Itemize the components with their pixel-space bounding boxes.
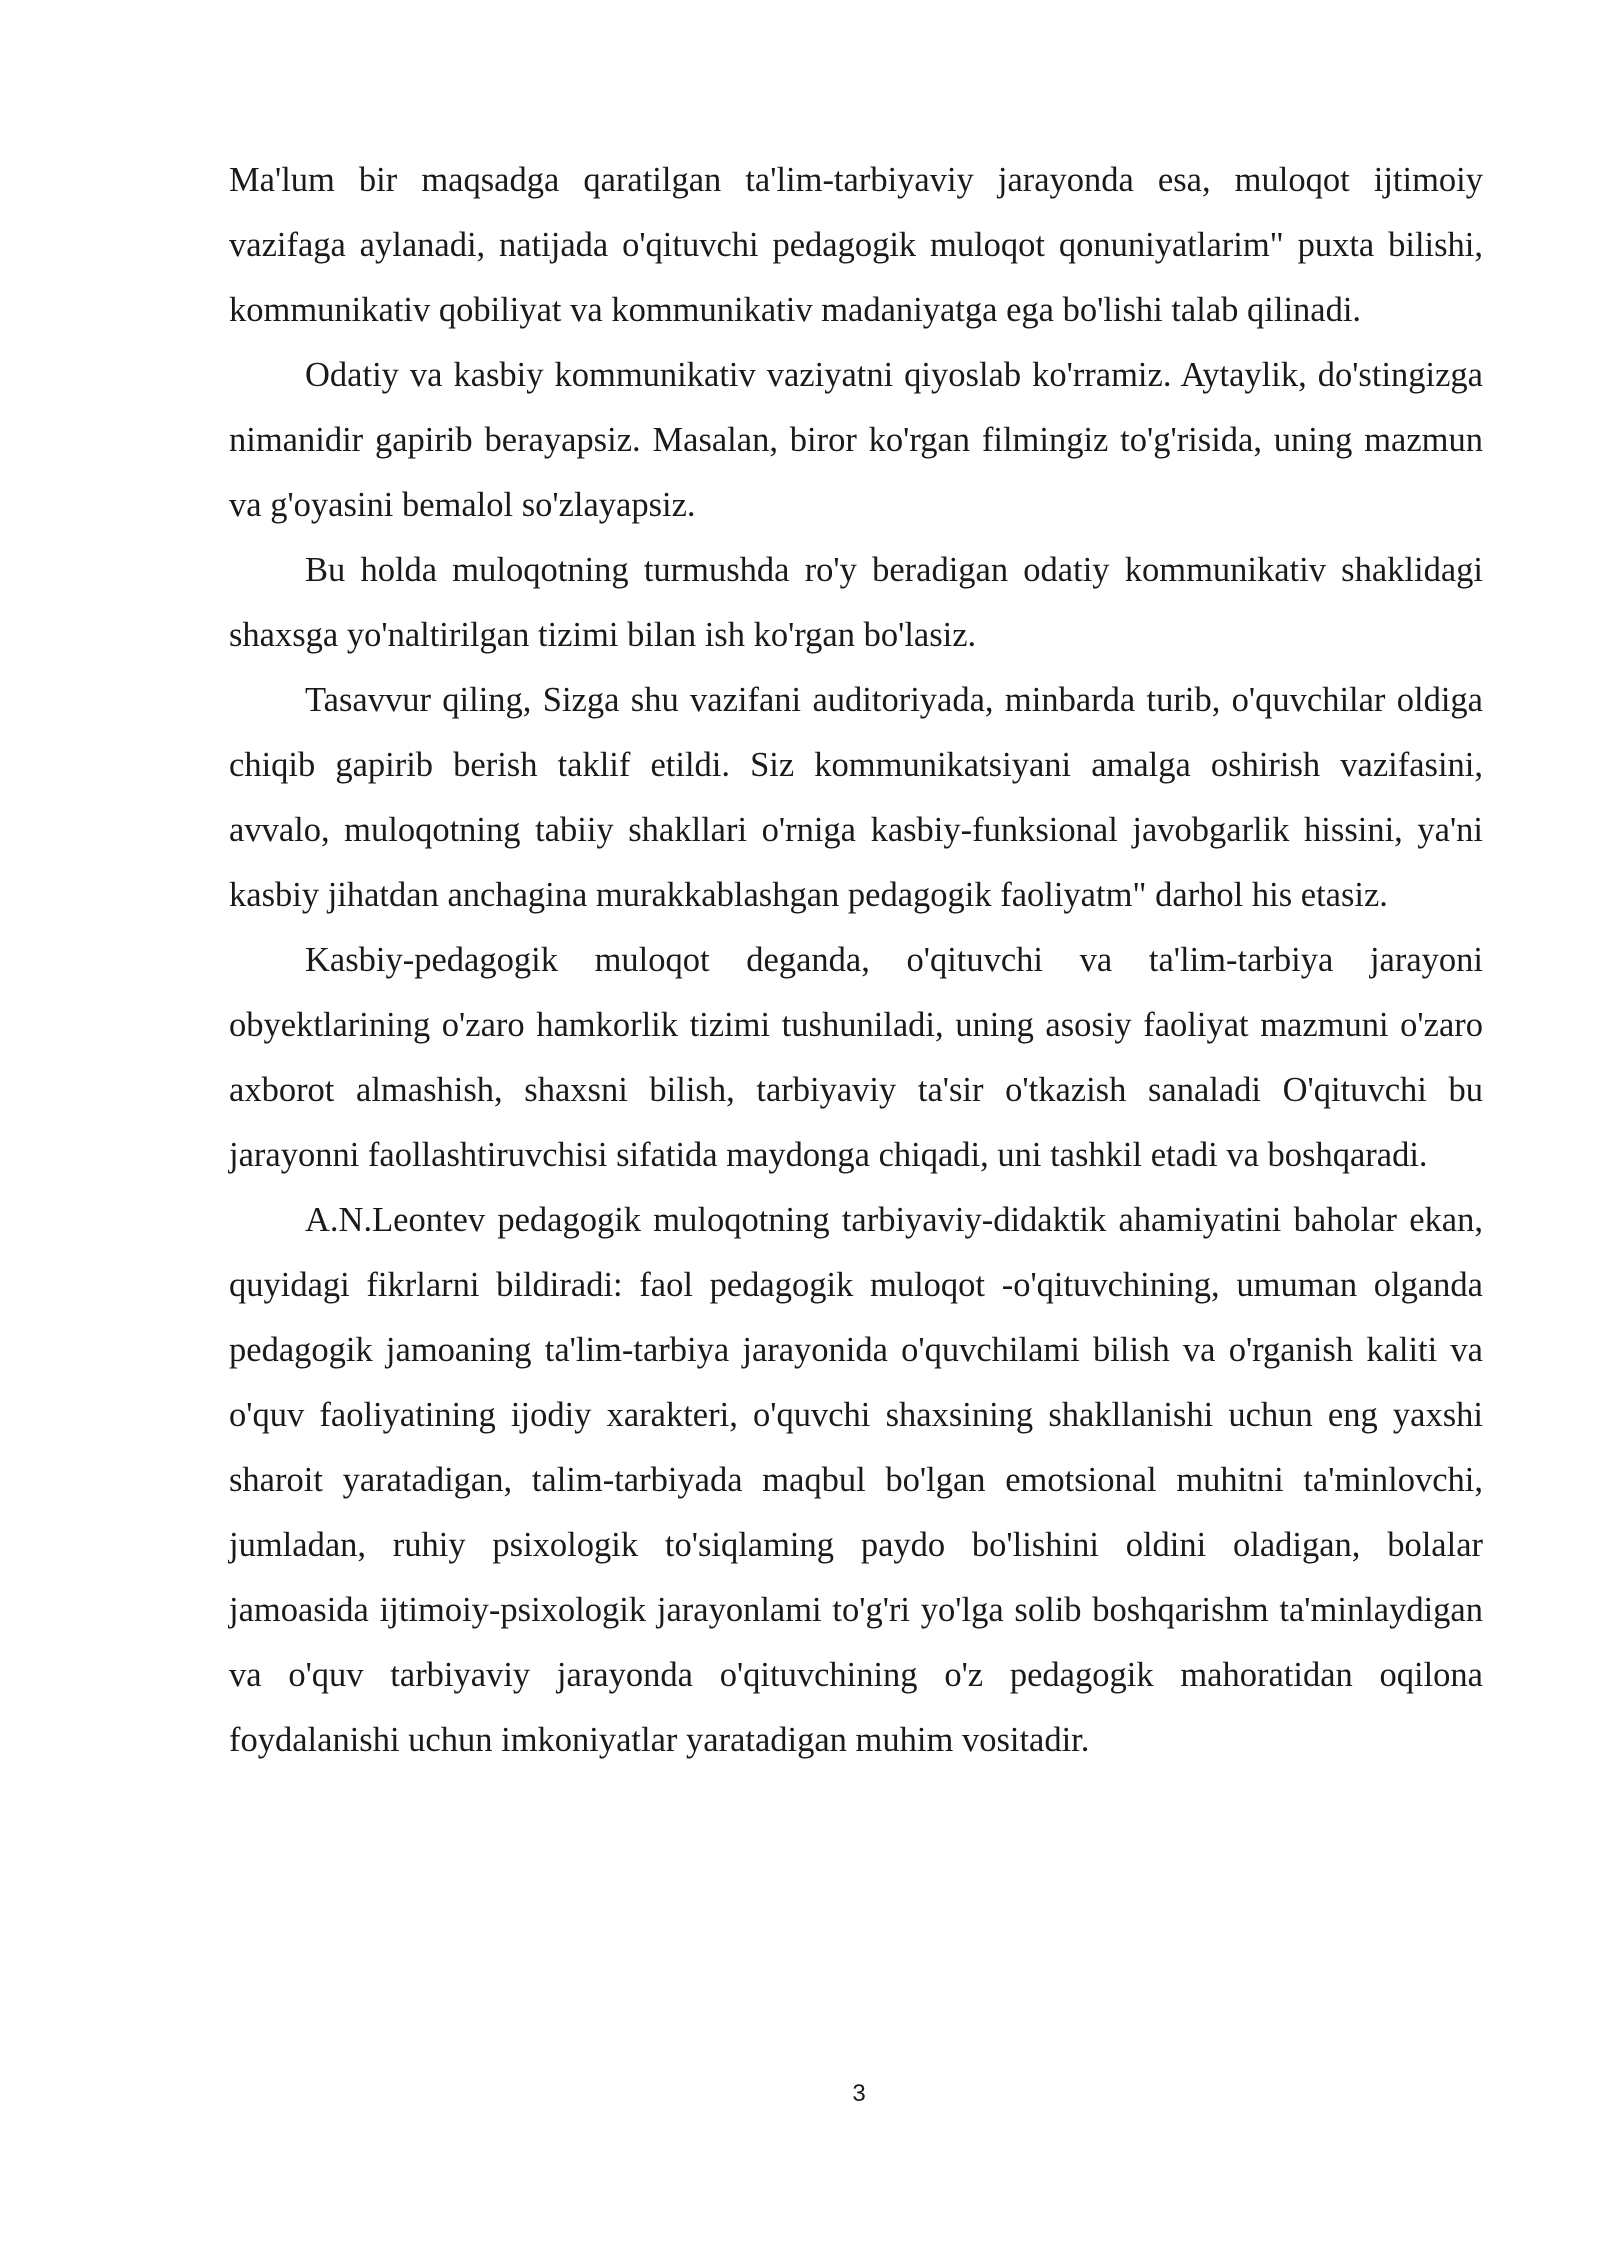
paragraph-2: Odatiy va kasbiy kommunikativ vaziyatni qiyoslab ko'rramiz. Aytaylik, do'stingizga nimanidir gapirib berayapsiz. Masalan, biror ko'rgan filmingiz to'g'risida, uning mazmun va g'oyasini bemalol so'zlayapsiz. — [229, 356, 1483, 524]
paragraph-1: Ma'lum bir maqsadga qaratilgan ta'lim-tarbiyaviy jarayonda esa, muloqot ijtimoiy vazifaga aylanadi, natijada o'qituvchi pedagogik muloqot qonuniyatlarim" puxta bilishi, kommunikativ qobiliyat va kommunikativ madaniyatga ega bo'lishi talab qilinadi. — [229, 161, 1483, 329]
body-text — [229, 148, 1483, 1773]
paragraph-4: Tasavvur qiling, Sizga shu vazifani auditoriyada, minbarda turib, o'quvchilar oldiga chiqib gapirib berish taklif etildi. Siz kommunikatsiyani amalga oshirish vazifasini, avvalo, muloqotning tabiiy shakllari o'rniga kasbiy-funksional javobgarlik hissini, ya'ni kasbiy jihatdan anchagina murakkablashgan pedagogik faoliyatm" darhol his etasiz. — [229, 681, 1483, 914]
paragraph-5: Kasbiy-pedagogik muloqot deganda, o'qituvchi va ta'lim-tarbiya jarayoni obyektlarining o'zaro hamkorlik tizimi tushuniladi, uning asosiy faoliyat mazmuni o'zaro axborot almashish, shaxsni bilish, tarbiyaviy ta'sir o'tkazish sanaladi O'qituvchi bu jarayonni faollashtiruvchisi sifatida maydonga chiqadi, uni tashkil etadi va boshqaradi. — [229, 941, 1483, 1174]
paragraph-3: Bu holda muloqotning turmushda ro'y beradigan odatiy kommunikativ shaklidagi shaxsga yo'naltirilgan tizimi bilan ish ko'rgan bo'lasiz. — [229, 551, 1483, 654]
paragraph-6: A.N.Leontev pedagogik muloqotning tarbiyaviy-didaktik ahamiyatini baholar ekan, quyidagi fikrlarni bildiradi: faol pedagogik muloqot -o'qituvchining, umuman olganda pedagogik jamoaning ta'lim-tarbiya jarayonida o'quvchilami bilish va o'rganish kaliti va o'quv faoliyatining ijodiy xarakteri, o'quvchi shaxsining shakllanishi uchun eng yaxshi sharoit yaratadigan, talim-tarbiyada maqbul bo'lgan emotsional muhitni ta'minlovchi, jumladan, ruhiy psixologik to'siqlaming paydo bo'lishini oldini oladigan, bolalar jamoasida ijtimoiy-psixologik jarayonlami to'g'ri yo'lga solib boshqarishm ta'minlaydigan va o'quv tarbiyaviy jarayonda o'qituvchining o'z pedagogik mahoratidan oqilona foydalanishi uchun imkoniyatlar yaratadigan muhim vositadir. — [229, 1201, 1483, 1759]
page-number: 3 — [852, 2080, 866, 2107]
